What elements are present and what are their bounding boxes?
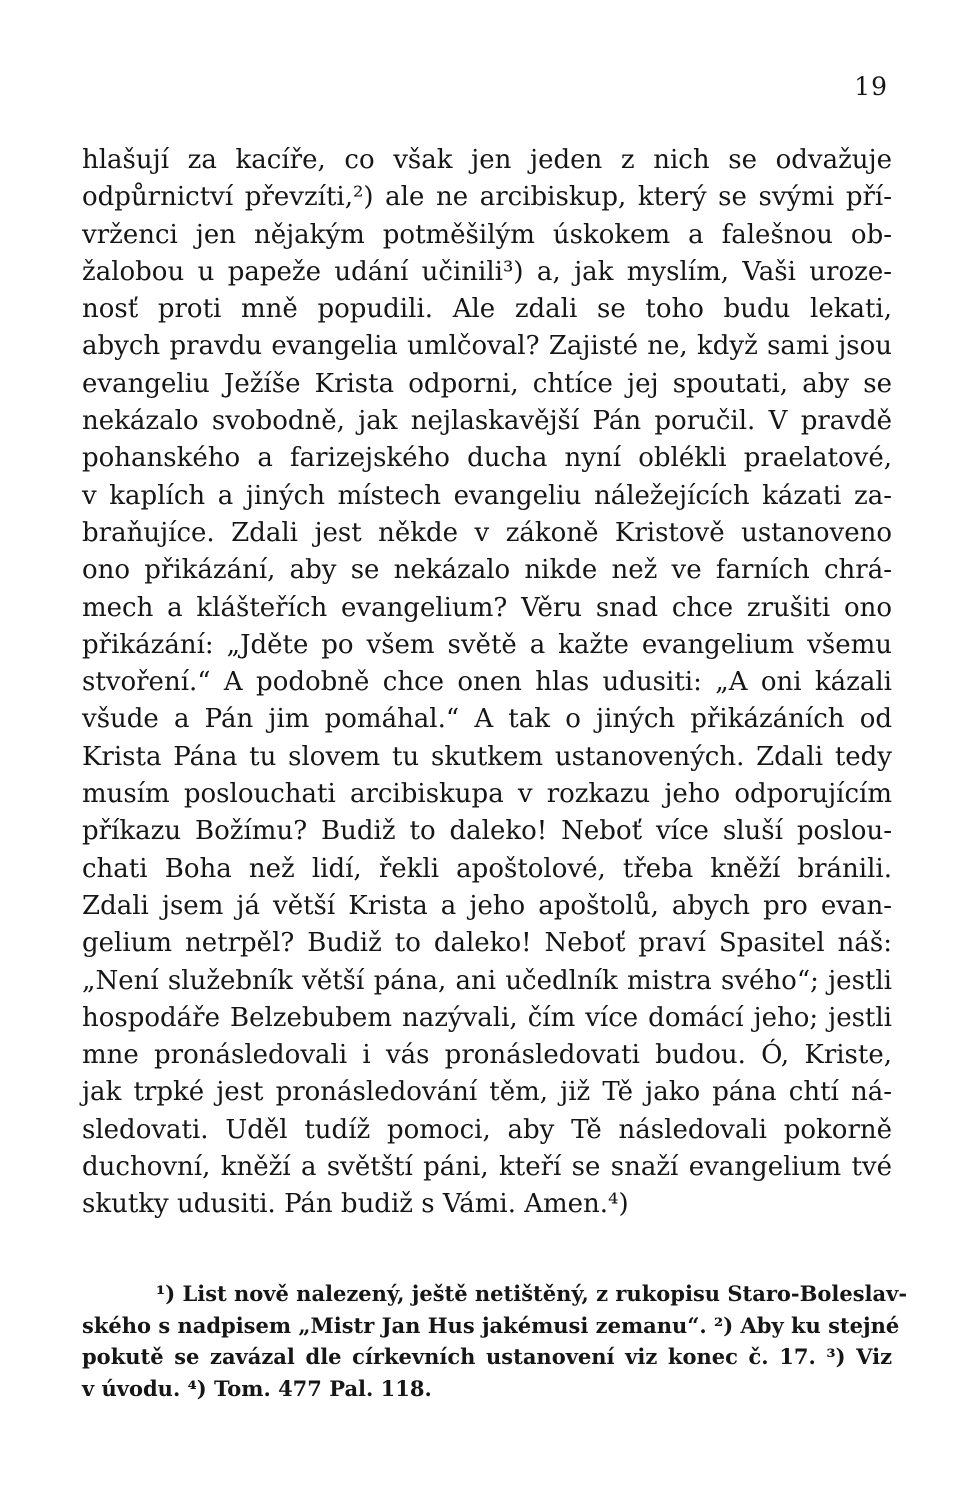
footnote-line: v úvodu. ⁴) Tom. 477 Pal. 118.: [82, 1375, 432, 1401]
footnote-line: ¹) List nově nalezený, ještě netištěný, z rukopisu Staro-Boleslav-: [156, 1281, 908, 1306]
text-line: mne pronásledovali i vás pronásledovati budou. Ó, Kriste,: [82, 1040, 892, 1071]
footnotes: [82, 1278, 908, 1404]
text-line: stvoření.“ A podobně chce onen hlas udusiti: „A oni kázali: [82, 667, 892, 698]
text-line: ono přikázání, aby se nekázalo nikde než ve farních chrá-: [82, 555, 892, 586]
text-line: nosť proti mně popudili. Ale zdali se toho budu lekati,: [82, 294, 892, 325]
text-line: přikázání: „Jděte po všem světě a kažte evangelium všemu: [82, 629, 892, 660]
text-line: vrženci jen nějakým potměšilým úskokem a falešnou ob-: [82, 219, 892, 250]
text-line: nekázalo svobodně, jak nejlaskavější Pán poručil. V pravdě: [82, 406, 892, 437]
text-line: v kaplích a jiných místech evangeliu náležejících kázati za-: [82, 480, 892, 511]
text-line: evangeliu Ježíše Krista odporni, chtíce jej spoutati, aby se: [82, 368, 892, 399]
text-line: hospodáře Belzebubem nazývali, čím více domácí jeho; jestli: [82, 1002, 892, 1033]
text-line: duchovní, kněží a světští páni, kteří se snaží evangelium tvé: [82, 1152, 892, 1183]
page-number: 19: [854, 72, 888, 101]
text-line: gelium netrpěl? Budiž to daleko! Neboť praví Spasitel náš:: [82, 928, 892, 959]
text-line: mech a klášteřích evangelium? Věru snad chce zrušiti ono: [82, 592, 892, 623]
text-line: Zdali jsem já větší Krista a jeho apoštolů, abych pro evan-: [82, 890, 892, 921]
footnote-line: pokutě se zavázal dle církevních ustanovení viz konec č. 17. ³) Viz: [82, 1344, 892, 1369]
text-line: skutky udusiti. Pán budiž s Vámi. Amen.⁴): [82, 1189, 629, 1220]
text-line: žalobou u papeže udání učinili³) a, jak myslím, Vaši uroze-: [82, 256, 892, 287]
text-line: musím poslouchati arcibiskupa v rozkazu jeho odporujícím: [82, 779, 892, 810]
text-line: jak trpké jest pronásledování těm, již Tě jako pána chtí ná-: [82, 1077, 892, 1108]
footnote-line: ského s nadpisem „Mistr Jan Hus jakémusi zemanu“. ²) Aby ku stejné: [82, 1312, 900, 1338]
text-line: příkazu Božímu? Budiž to daleko! Neboť více sluší poslou-: [82, 816, 892, 847]
text-line: odpůrnictví převzíti,²) ale ne arcibiskup, který se svými pří-: [82, 182, 892, 213]
body-text: [82, 142, 892, 1224]
text-line: Krista Pána tu slovem tu skutkem ustanovených. Zdali tedy: [82, 741, 892, 772]
text-line: sledovati. Uděl tudíž pomoci, aby Tě následovali pokorně: [82, 1114, 892, 1145]
text-line: všude a Pán jim pomáhal.“ A tak o jiných přikázáních od: [82, 704, 892, 735]
text-line: chati Boha než lidí, řekli apoštolové, třeba kněží bránili.: [82, 853, 892, 884]
text-line: „Není služebník větší pána, ani učedlník mistra svého“; jestli: [82, 965, 892, 996]
text-line: hlašují za kacíře, co však jen jeden z nich se odvažuje: [82, 145, 892, 175]
text-line: abych pravdu evangelia umlčoval? Zajisté ne, když sami jsou: [82, 331, 892, 362]
text-line: braňujíce. Zdali jest někde v zákoně Kristově ustanoveno: [82, 517, 892, 548]
text-line: pohanského a farizejského ducha nyní oblékli praelatové,: [82, 443, 892, 474]
